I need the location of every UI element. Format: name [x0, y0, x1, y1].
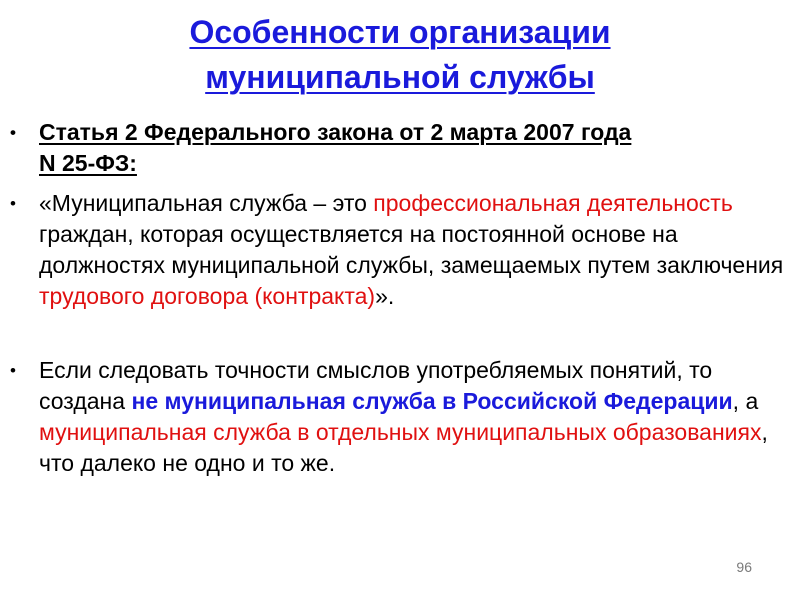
bullet-marker: •: [10, 361, 16, 380]
definition-highlight-contract: трудового договора (контракта): [39, 283, 376, 309]
slide-title-line-2: муниципальной службы: [205, 59, 595, 95]
bullet-marker: •: [10, 123, 16, 142]
law-reference-line-2: N 25-ФЗ:: [39, 150, 137, 176]
bullet-definition: [10, 188, 791, 312]
law-reference-line-1: Статья 2 Федерального закона от 2 марта 2007 года: [39, 119, 632, 145]
bullet-marker: •: [10, 194, 16, 213]
definition-text: ».: [375, 283, 395, 309]
conclusion-text: , что далеко не одно и то же.: [39, 419, 768, 476]
slide-title: [0, 10, 800, 100]
definition-text: граждан, которая осуществляется на постоянной основе на должностях муниципальной службы, замещаемых путем заключения: [39, 221, 784, 278]
conclusion-text: Если следовать точности смыслов употребляемых понятий, то создана: [39, 357, 713, 414]
definition-text: «Муниципальная служба – это: [39, 190, 374, 216]
conclusion-highlight-federation: не муниципальная служба в Российской Федерации: [131, 388, 733, 414]
bullet-law-reference: [10, 117, 791, 179]
slide-title-line-1: Особенности организации: [189, 14, 611, 50]
page-number: 96: [736, 559, 752, 575]
bullet-conclusion: [10, 355, 791, 479]
conclusion-text: , а: [732, 388, 759, 414]
conclusion-highlight-municipalities: муниципальная служба в отдельных муниципальных образованиях: [39, 419, 762, 445]
definition-highlight-activity: профессиональная деятельность: [373, 190, 733, 216]
